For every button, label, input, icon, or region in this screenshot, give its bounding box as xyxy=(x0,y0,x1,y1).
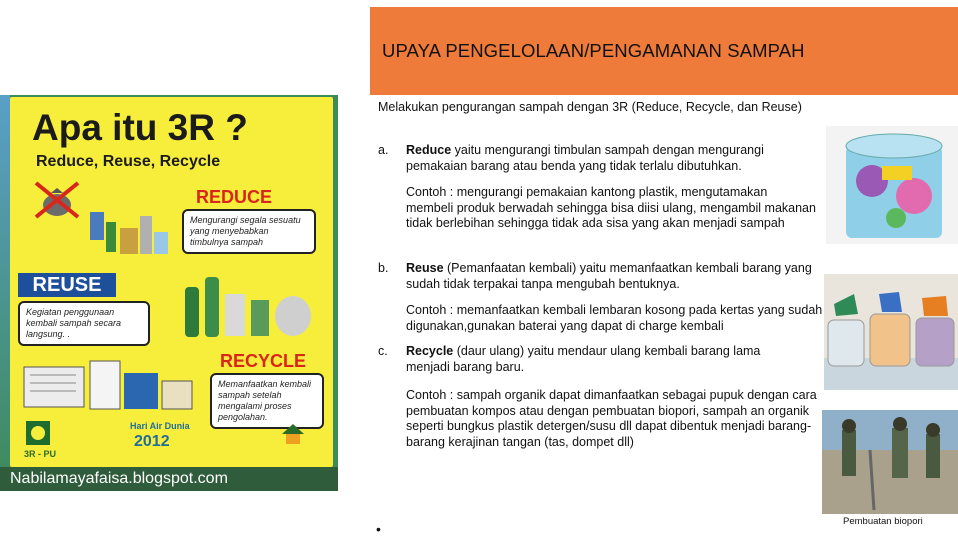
reduce-heading: REDUCE xyxy=(196,187,273,207)
recycle-items-illustration xyxy=(20,351,200,423)
item-a-text: yaitu mengurangi timbulan sampah dengan mengurangi pemakaian barang atau benda yang tidak terlalu dibutuhkan. xyxy=(406,143,764,173)
item-c-marker: c. xyxy=(378,344,388,358)
item-b-marker: b. xyxy=(378,261,389,275)
poster-subtitle: Reduce, Reuse, Recycle xyxy=(36,153,221,170)
poster-panel xyxy=(10,97,333,467)
item-a-term: Reduce xyxy=(406,143,452,157)
recycle-heading: RECYCLE xyxy=(220,351,307,371)
empty-bullet: • xyxy=(376,521,381,537)
poster-footer xyxy=(0,467,338,491)
item-c-text: (daur ulang) yaitu mendaur ulang kembali barang lama menjadi barang baru. xyxy=(406,344,761,374)
reduce-bubble: Mengurangi segala sesuatu yang menyebabkan timbulnya sampah xyxy=(182,209,316,254)
3r-pu-logo-icon xyxy=(24,419,52,447)
biopori-photo xyxy=(822,410,958,514)
reused-jars-image xyxy=(824,274,958,390)
crossed-trash-bag-icon xyxy=(32,179,82,221)
intro-text: Melakukan pengurangan sampah dengan 3R (Reduce, Recycle, dan Reuse) xyxy=(378,100,802,114)
item-a-definition xyxy=(406,143,816,174)
item-a-example: Contoh : mengurangi pemakaian kantong plastik, mengutamakan membeli produk berwadah sehingga bisa diisi ulang, mengambil makanan tidak berlebihan sehingga tidak ada sisa yang akan menjadi sampah xyxy=(406,185,816,230)
item-b-text: (Pemanfaatan kembali) yaitu memanfaatkan kembali barang yang sudah tidak terpakai tanpa mengubah bentuknya. xyxy=(406,261,812,291)
world-water-day-year: 2012 xyxy=(134,433,170,450)
item-c-term: Recycle xyxy=(406,344,454,358)
page-title: UPAYA PENGELOLAAN/PENGAMANAN SAMPAH xyxy=(382,40,805,61)
reused-jars-photo xyxy=(824,274,958,390)
item-b-term: Reuse xyxy=(406,261,444,275)
item-c-example: Contoh : sampah organik dapat dimanfaatkan sebagai pupuk dengan cara pembuatan kompos atau dengan pembuatan biopori, sampah an organik seperti bungkus plastik detergen/susu dll dapat dibentuk menjadi barang-barang kerajinan tangan (tas, dompet dll) xyxy=(406,388,817,449)
poster-side-strip xyxy=(0,95,10,491)
reuse-bottles-illustration xyxy=(175,272,325,342)
biopori-caption: Pembuatan biopori xyxy=(843,516,923,527)
item-b-example: Contoh : memanfaatkan kembali lembaran kosong pada kertas yang sudah digunakan,gunakan baterai yang dapat di charge kembali xyxy=(406,303,823,333)
biopori-image xyxy=(822,410,958,514)
poster-footer-url: Nabilamayafaisa.blogspot.com xyxy=(10,470,228,487)
reuse-heading: REUSE xyxy=(18,273,116,297)
sponsor-logos xyxy=(24,417,329,465)
item-a-marker: a. xyxy=(378,143,389,157)
recycle-bubble: Memanfaatkan kembali sampah setelah mengalami proses pengolahan. xyxy=(210,373,324,429)
reuse-bubble: Kegiatan penggunaan kembali sampah secara langsung. . xyxy=(18,301,150,346)
decorated-can-image xyxy=(826,126,958,244)
pu-house-logo-icon xyxy=(280,421,306,447)
3r-poster-image xyxy=(0,95,338,491)
poster-title: Apa itu 3R ? xyxy=(32,107,248,148)
item-b-definition xyxy=(406,261,824,292)
world-water-day-logo-label: Hari Air Dunia xyxy=(130,421,190,431)
item-c-definition xyxy=(406,344,801,375)
cans-bottles-illustration xyxy=(80,202,180,262)
3r-pu-logo-label: 3R - PU xyxy=(24,449,57,459)
title-bar xyxy=(370,7,958,95)
decorated-can-photo xyxy=(826,126,958,244)
